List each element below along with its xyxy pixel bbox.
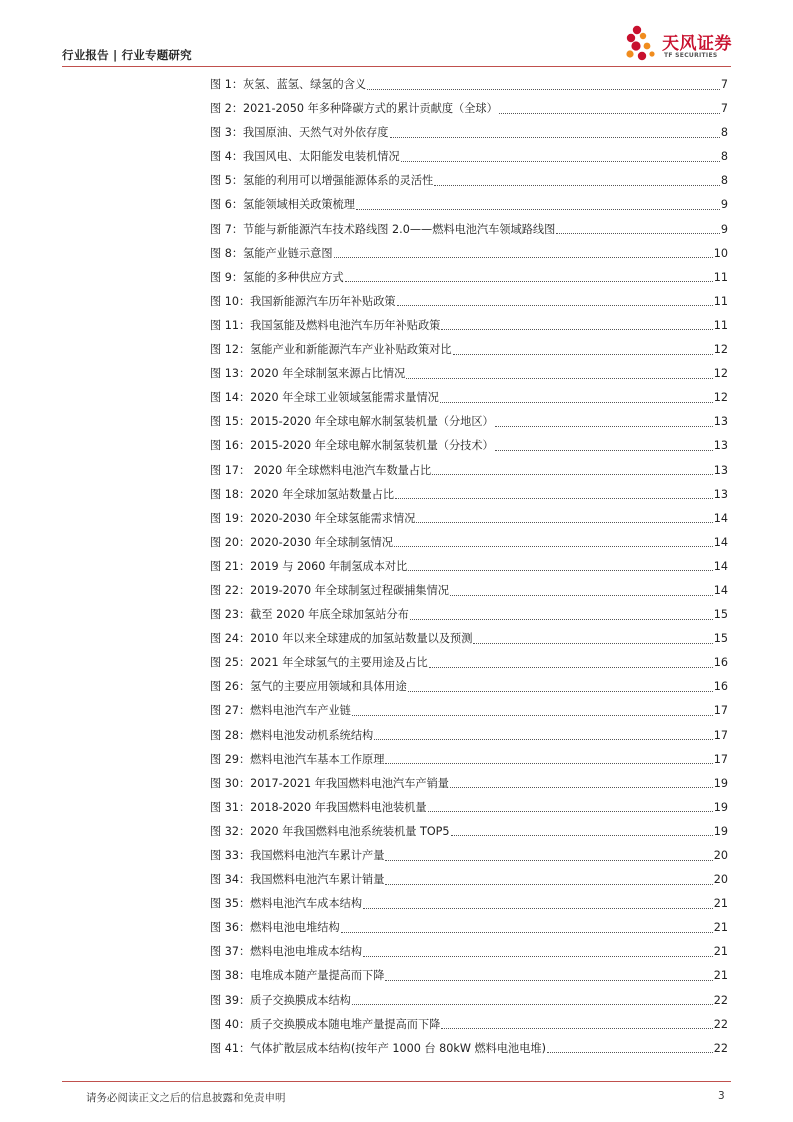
toc-dot-leader: [385, 763, 712, 764]
toc-dot-leader: [352, 1004, 713, 1005]
header-divider: [62, 66, 731, 67]
toc-dot-leader: [390, 137, 720, 138]
toc-entry-page[interactable]: 12: [713, 343, 728, 357]
toc-entry[interactable]: [210, 820, 728, 844]
toc-dot-leader: [453, 354, 713, 355]
toc-entry-page[interactable]: 20: [713, 873, 728, 887]
toc-entry[interactable]: [210, 555, 728, 579]
toc-dot-leader: [429, 667, 713, 668]
toc-entry-label[interactable]: 图 35：燃料电池汽车成本结构: [210, 897, 363, 911]
toc-dot-leader: [432, 474, 713, 475]
toc-entry-page[interactable]: 15: [713, 632, 728, 646]
toc-dot-leader: [397, 305, 713, 306]
toc-entry-label[interactable]: 图 11：我国氢能及燃料电池汽车历年补贴政策: [210, 318, 441, 332]
toc-entry-page[interactable]: 21: [713, 969, 728, 983]
toc-entry[interactable]: [210, 627, 728, 651]
toc-entry[interactable]: [210, 410, 728, 434]
toc-entry-label[interactable]: 图 4：我国风电、太阳能发电装机情况: [210, 150, 400, 164]
toc-entry-page[interactable]: 14: [713, 535, 728, 549]
toc-entry[interactable]: [210, 724, 728, 748]
tf-securities-logo: [623, 24, 735, 66]
toc-entry-label[interactable]: 图 28：燃料电池发动机系统结构: [210, 728, 374, 742]
toc-dot-leader: [556, 233, 720, 234]
toc-dot-leader: [352, 715, 713, 716]
report-category-title: 行业报告 | 行业专题研究: [62, 48, 192, 62]
toc-entry-page[interactable]: 13: [713, 439, 728, 453]
toc-entry[interactable]: [210, 940, 728, 964]
toc-entry-page[interactable]: 17: [713, 728, 728, 742]
toc-dot-leader: [345, 281, 713, 282]
toc-entry-label[interactable]: 图 21：2019 与 2060 年制氢成本对比: [210, 559, 408, 573]
toc-dot-leader: [450, 787, 713, 788]
toc-entry[interactable]: [210, 338, 728, 362]
toc-entry-label[interactable]: 图 14：2020 年全球工业领域氢能需求量情况: [210, 391, 439, 405]
toc-dot-leader: [451, 835, 713, 836]
toc-dot-leader: [356, 209, 720, 210]
toc-entry[interactable]: [210, 434, 728, 458]
toc-entry[interactable]: [210, 675, 728, 699]
toc-entry[interactable]: [210, 266, 728, 290]
toc-entry[interactable]: [210, 507, 728, 531]
toc-entry-label[interactable]: 图 32：2020 年我国燃料电池系统装机量 TOP5: [210, 824, 450, 838]
toc-dot-leader: [495, 426, 713, 427]
page-number: 3: [718, 1090, 725, 1102]
toc-entry-page[interactable]: 19: [713, 800, 728, 814]
toc-entry-label[interactable]: 图 7：节能与新能源汽车技术路线图 2.0——燃料电池汽车领域路线图: [210, 222, 556, 236]
toc-entry-page[interactable]: 17: [713, 752, 728, 766]
toc-dot-leader: [441, 329, 712, 330]
toc-dot-leader: [473, 643, 712, 644]
toc-entry-page[interactable]: 14: [713, 511, 728, 525]
toc-entry[interactable]: [210, 97, 728, 121]
toc-dot-leader: [334, 257, 713, 258]
toc-entry-page[interactable]: 15: [713, 608, 728, 622]
toc-entry-page[interactable]: 14: [713, 559, 728, 573]
toc-entry-label[interactable]: 图 38：电堆成本随产量提高而下降: [210, 969, 385, 983]
toc-dot-leader: [434, 185, 720, 186]
toc-entry-page[interactable]: 7: [720, 78, 728, 91]
toc-entry-page[interactable]: 13: [713, 487, 728, 501]
toc-entry-label[interactable]: 图 18：2020 年全球加氢站数量占比: [210, 487, 395, 501]
toc-entry[interactable]: [210, 218, 728, 242]
toc-entry-label[interactable]: 图 29：燃料电池汽车基本工作原理: [210, 752, 385, 766]
toc-entry-label[interactable]: 图 12：氢能产业和新能源汽车产业补贴政策对比: [210, 343, 452, 357]
toc-dot-leader: [495, 450, 713, 451]
toc-entry-page[interactable]: 11: [713, 318, 728, 332]
toc-entry-label[interactable]: 图 6：氢能领域相关政策梳理: [210, 198, 355, 212]
toc-entry-label[interactable]: 图 9：氢能的多种供应方式: [210, 270, 344, 284]
toc-entry[interactable]: [210, 603, 728, 627]
toc-entry-page[interactable]: 12: [713, 367, 728, 381]
toc-entry-page[interactable]: 8: [720, 174, 728, 188]
toc-entry-label[interactable]: 图 20：2020-2030 年全球制氢情况: [210, 535, 394, 549]
toc-entry[interactable]: [210, 844, 728, 868]
toc-entry[interactable]: [210, 290, 728, 314]
toc-entry-page[interactable]: 21: [713, 897, 728, 911]
toc-entry[interactable]: [210, 73, 728, 97]
toc-entry-label[interactable]: 图 25：2021 年全球氢气的主要用途及占比: [210, 656, 428, 670]
toc-entry-label[interactable]: 图 27：燃料电池汽车产业链: [210, 704, 351, 718]
toc-entry[interactable]: [210, 1037, 728, 1061]
toc-entry-label[interactable]: 图 8：氢能产业链示意图: [210, 246, 333, 260]
toc-entry-page[interactable]: 12: [713, 391, 728, 405]
toc-entry[interactable]: [210, 169, 728, 193]
toc-dot-leader: [395, 498, 713, 499]
toc-entry[interactable]: [210, 1013, 728, 1037]
toc-dot-leader: [374, 739, 713, 740]
toc-dot-leader: [547, 1052, 713, 1053]
toc-entry[interactable]: [210, 121, 728, 145]
toc-entry-page[interactable]: 11: [713, 270, 728, 284]
toc-dot-leader: [499, 113, 720, 114]
toc-entry[interactable]: [210, 989, 728, 1013]
toc-dot-leader: [408, 570, 712, 571]
logo-text-cn: 天风证券: [662, 34, 732, 54]
toc-entry[interactable]: [210, 314, 728, 338]
toc-entry[interactable]: [210, 145, 728, 169]
toc-dot-leader: [406, 378, 712, 379]
toc-entry-label[interactable]: 图 16：2015-2020 年全球电解水制氢装机量（分技术）: [210, 439, 494, 453]
toc-entry-label[interactable]: 图 41：气体扩散层成本结构(按年产 1000 台 80kW 燃料电池电堆): [210, 1041, 546, 1055]
toc-entry[interactable]: [210, 386, 728, 410]
toc-entry-label[interactable]: 图 1：灰氢、蓝氢、绿氢的含义: [210, 78, 367, 91]
toc-entry-page[interactable]: 17: [713, 704, 728, 718]
toc-entry-label[interactable]: 图 33：我国燃料电池汽车累计产量: [210, 849, 385, 862]
toc-entry[interactable]: [210, 193, 728, 217]
toc-dot-leader: [367, 89, 720, 90]
toc-entry-page[interactable]: 8: [720, 126, 728, 140]
toc-entry[interactable]: [210, 796, 728, 820]
toc-dot-leader: [416, 522, 712, 523]
toc-entry-label[interactable]: 图 3：我国原油、天然气对外依存度: [210, 126, 389, 140]
toc-dot-leader: [410, 619, 713, 620]
flower-logo-icon: [623, 24, 663, 66]
toc-entry-label[interactable]: 图 40：质子交换膜成本随电堆产量提高而下降: [210, 1017, 441, 1031]
toc-dot-leader: [450, 595, 713, 596]
toc-entry-label[interactable]: 图 13：2020 年全球制氢来源占比情况: [210, 367, 406, 381]
toc-entry-label[interactable]: 图 2：2021-2050 年多种降碳方式的累计贡献度（全球）: [210, 102, 498, 116]
toc-entry-label[interactable]: 图 22：2019-2070 年全球制氢过程碳捕集情况: [210, 583, 449, 597]
toc-entry[interactable]: [210, 916, 728, 940]
toc-entry[interactable]: [210, 892, 728, 916]
toc-entry-page[interactable]: 16: [713, 680, 728, 694]
toc-entry-label[interactable]: 图 23：截至 2020 年底全球加氢站分布: [210, 608, 409, 622]
toc-dot-leader: [440, 402, 713, 403]
toc-entry-page[interactable]: 16: [713, 656, 728, 670]
toc-entry[interactable]: [210, 748, 728, 772]
toc-entry-label[interactable]: 图 10：我国新能源汽车历年补贴政策: [210, 294, 396, 308]
disclaimer-text: 请务必阅读正文之后的信息披露和免责申明: [86, 1092, 286, 1104]
toc-entry-label[interactable]: 图 26：氢气的主要应用领域和具体用途: [210, 680, 407, 694]
toc-entry[interactable]: [210, 459, 728, 483]
toc-entry-page[interactable]: 22: [713, 993, 728, 1007]
toc-entry-page[interactable]: 22: [713, 1041, 728, 1055]
toc-entry-page[interactable]: 22: [713, 1017, 728, 1031]
toc-dot-leader: [385, 860, 712, 861]
toc-dot-leader: [408, 691, 713, 692]
toc-entry-label[interactable]: 图 31：2018-2020 年我国燃料电池装机量: [210, 800, 427, 814]
toc-entry-page[interactable]: 13: [713, 463, 728, 477]
toc-entry-label[interactable]: 图 34：我国燃料电池汽车累计销量: [210, 873, 385, 887]
toc-entry[interactable]: [210, 651, 728, 675]
toc-entry-page[interactable]: 21: [713, 921, 728, 935]
toc-entry-label[interactable]: 图 24：2010 年以来全球建成的加氢站数量以及预测: [210, 632, 473, 646]
toc-dot-leader: [394, 546, 713, 547]
toc-entry-page[interactable]: 11: [713, 294, 728, 308]
toc-dot-leader: [341, 932, 713, 933]
toc-entry[interactable]: [210, 242, 728, 266]
toc-entry-page[interactable]: 13: [713, 415, 728, 429]
toc-entry[interactable]: [210, 699, 728, 723]
toc-dot-leader: [385, 884, 712, 885]
toc-entry[interactable]: [210, 579, 728, 603]
toc-entry[interactable]: [210, 772, 728, 796]
toc-entry-page[interactable]: 21: [713, 945, 728, 959]
toc-entry-page[interactable]: 19: [713, 776, 728, 790]
toc-entry-label[interactable]: 图 5：氢能的利用可以增强能源体系的灵活性: [210, 174, 434, 188]
toc-entry-label[interactable]: 图 39：质子交换膜成本结构: [210, 993, 351, 1007]
toc-dot-leader: [385, 980, 712, 981]
toc-entry-label[interactable]: 图 36：燃料电池电堆结构: [210, 921, 340, 935]
toc-entry[interactable]: [210, 483, 728, 507]
toc-entry-page[interactable]: 8: [720, 150, 728, 164]
toc-entry-page[interactable]: 9: [720, 198, 728, 212]
toc-dot-leader: [441, 1028, 712, 1029]
toc-entry[interactable]: [210, 362, 728, 386]
toc-entry[interactable]: [210, 531, 728, 555]
logo-text-en: TF SECURITIES: [664, 52, 718, 59]
toc-entry[interactable]: [210, 964, 728, 988]
toc-dot-leader: [401, 161, 720, 162]
toc-entry-label[interactable]: 图 37：燃料电池电堆成本结构: [210, 945, 363, 959]
footer-divider: [62, 1081, 731, 1082]
toc-entry-label[interactable]: 图 19：2020-2030 年全球氢能需求情况: [210, 511, 416, 525]
toc-entry-page[interactable]: 9: [720, 222, 728, 236]
toc-entry-label[interactable]: 图 17： 2020 年全球燃料电池汽车数量占比: [210, 463, 432, 477]
toc-entry[interactable]: [210, 868, 728, 892]
toc-entry-label[interactable]: 图 30：2017-2021 年我国燃料电池汽车产销量: [210, 776, 449, 790]
toc-entry-page[interactable]: 19: [713, 824, 728, 838]
toc-dot-leader: [363, 956, 713, 957]
toc-entry-label[interactable]: 图 15：2015-2020 年全球电解水制氢装机量（分地区）: [210, 415, 494, 429]
toc-dot-leader: [428, 811, 713, 812]
toc-entry-page[interactable]: 10: [713, 246, 728, 260]
figure-list: [210, 73, 728, 1061]
toc-entry-page[interactable]: 14: [713, 583, 728, 597]
toc-dot-leader: [363, 908, 713, 909]
toc-entry-page[interactable]: 20: [713, 849, 728, 862]
toc-entry-page[interactable]: 7: [720, 102, 728, 116]
